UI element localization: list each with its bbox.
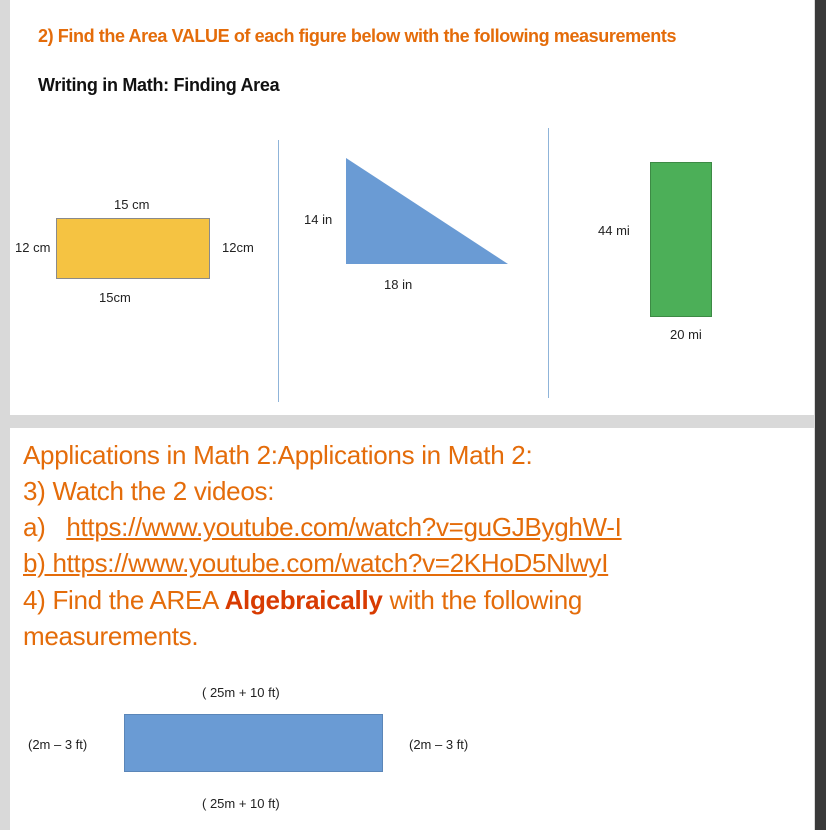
blue-rectangle-right-label: (2m – 3 ft)	[409, 737, 469, 752]
find-area-heading	[23, 585, 582, 616]
rectangle-left-label: 12 cm	[15, 240, 51, 255]
watch-videos-heading: 3) Watch the 2 videos:	[23, 476, 275, 506]
green-rectangle-width-label: 20 mi	[670, 327, 702, 342]
heading-suffix: of each figure below with the following measurements	[229, 26, 677, 46]
blue-rectangle-left-label: (2m – 3 ft)	[28, 737, 88, 752]
green-rectangle-figure	[650, 162, 712, 317]
find-area-prefix: 4) Find the AREA	[23, 585, 225, 615]
blue-triangle-figure	[340, 150, 515, 270]
find-area-emphasis: Algebraically	[224, 585, 383, 615]
triangle-height-label: 14 in	[304, 212, 333, 227]
blue-rectangle-top-label: ( 25m + 10 ft)	[202, 685, 280, 700]
window-edge	[815, 0, 826, 830]
figure-divider-1	[278, 140, 279, 402]
rectangle-bottom-label: 15cm	[99, 290, 131, 305]
section-heading-2	[38, 26, 676, 47]
yellow-rectangle-figure	[56, 218, 210, 279]
document-page-1	[10, 0, 814, 415]
blue-rectangle-figure	[124, 714, 383, 772]
video-link-a[interactable]: https://www.youtube.com/watch?v=guGJByghW-I	[66, 512, 622, 542]
video-link-a-row	[23, 512, 622, 543]
heading-emphasis: VALUE	[171, 26, 230, 46]
green-rectangle-height-label: 44 mi	[598, 223, 630, 238]
triangle-shape	[346, 158, 508, 264]
find-area-suffix: with the following	[382, 585, 583, 615]
video-link-a-prefix: a)	[23, 512, 46, 542]
applications-heading: Applications in Math 2:Applications in Math 2:	[23, 440, 533, 470]
figure-divider-2	[548, 128, 549, 398]
section-subheading: Writing in Math: Finding Area	[38, 75, 280, 95]
triangle-base-label: 18 in	[384, 277, 413, 292]
measurements-line: measurements.	[23, 621, 199, 651]
blue-rectangle-bottom-label: ( 25m + 10 ft)	[202, 796, 280, 811]
document-page-2	[10, 428, 814, 830]
rectangle-right-label: 12cm	[222, 240, 254, 255]
heading-prefix: 2) Find the Area	[38, 26, 172, 46]
rectangle-top-label: 15 cm	[114, 197, 150, 212]
video-link-b[interactable]: b) https://www.youtube.com/watch?v=2KHoD5NlwyI	[23, 548, 609, 578]
